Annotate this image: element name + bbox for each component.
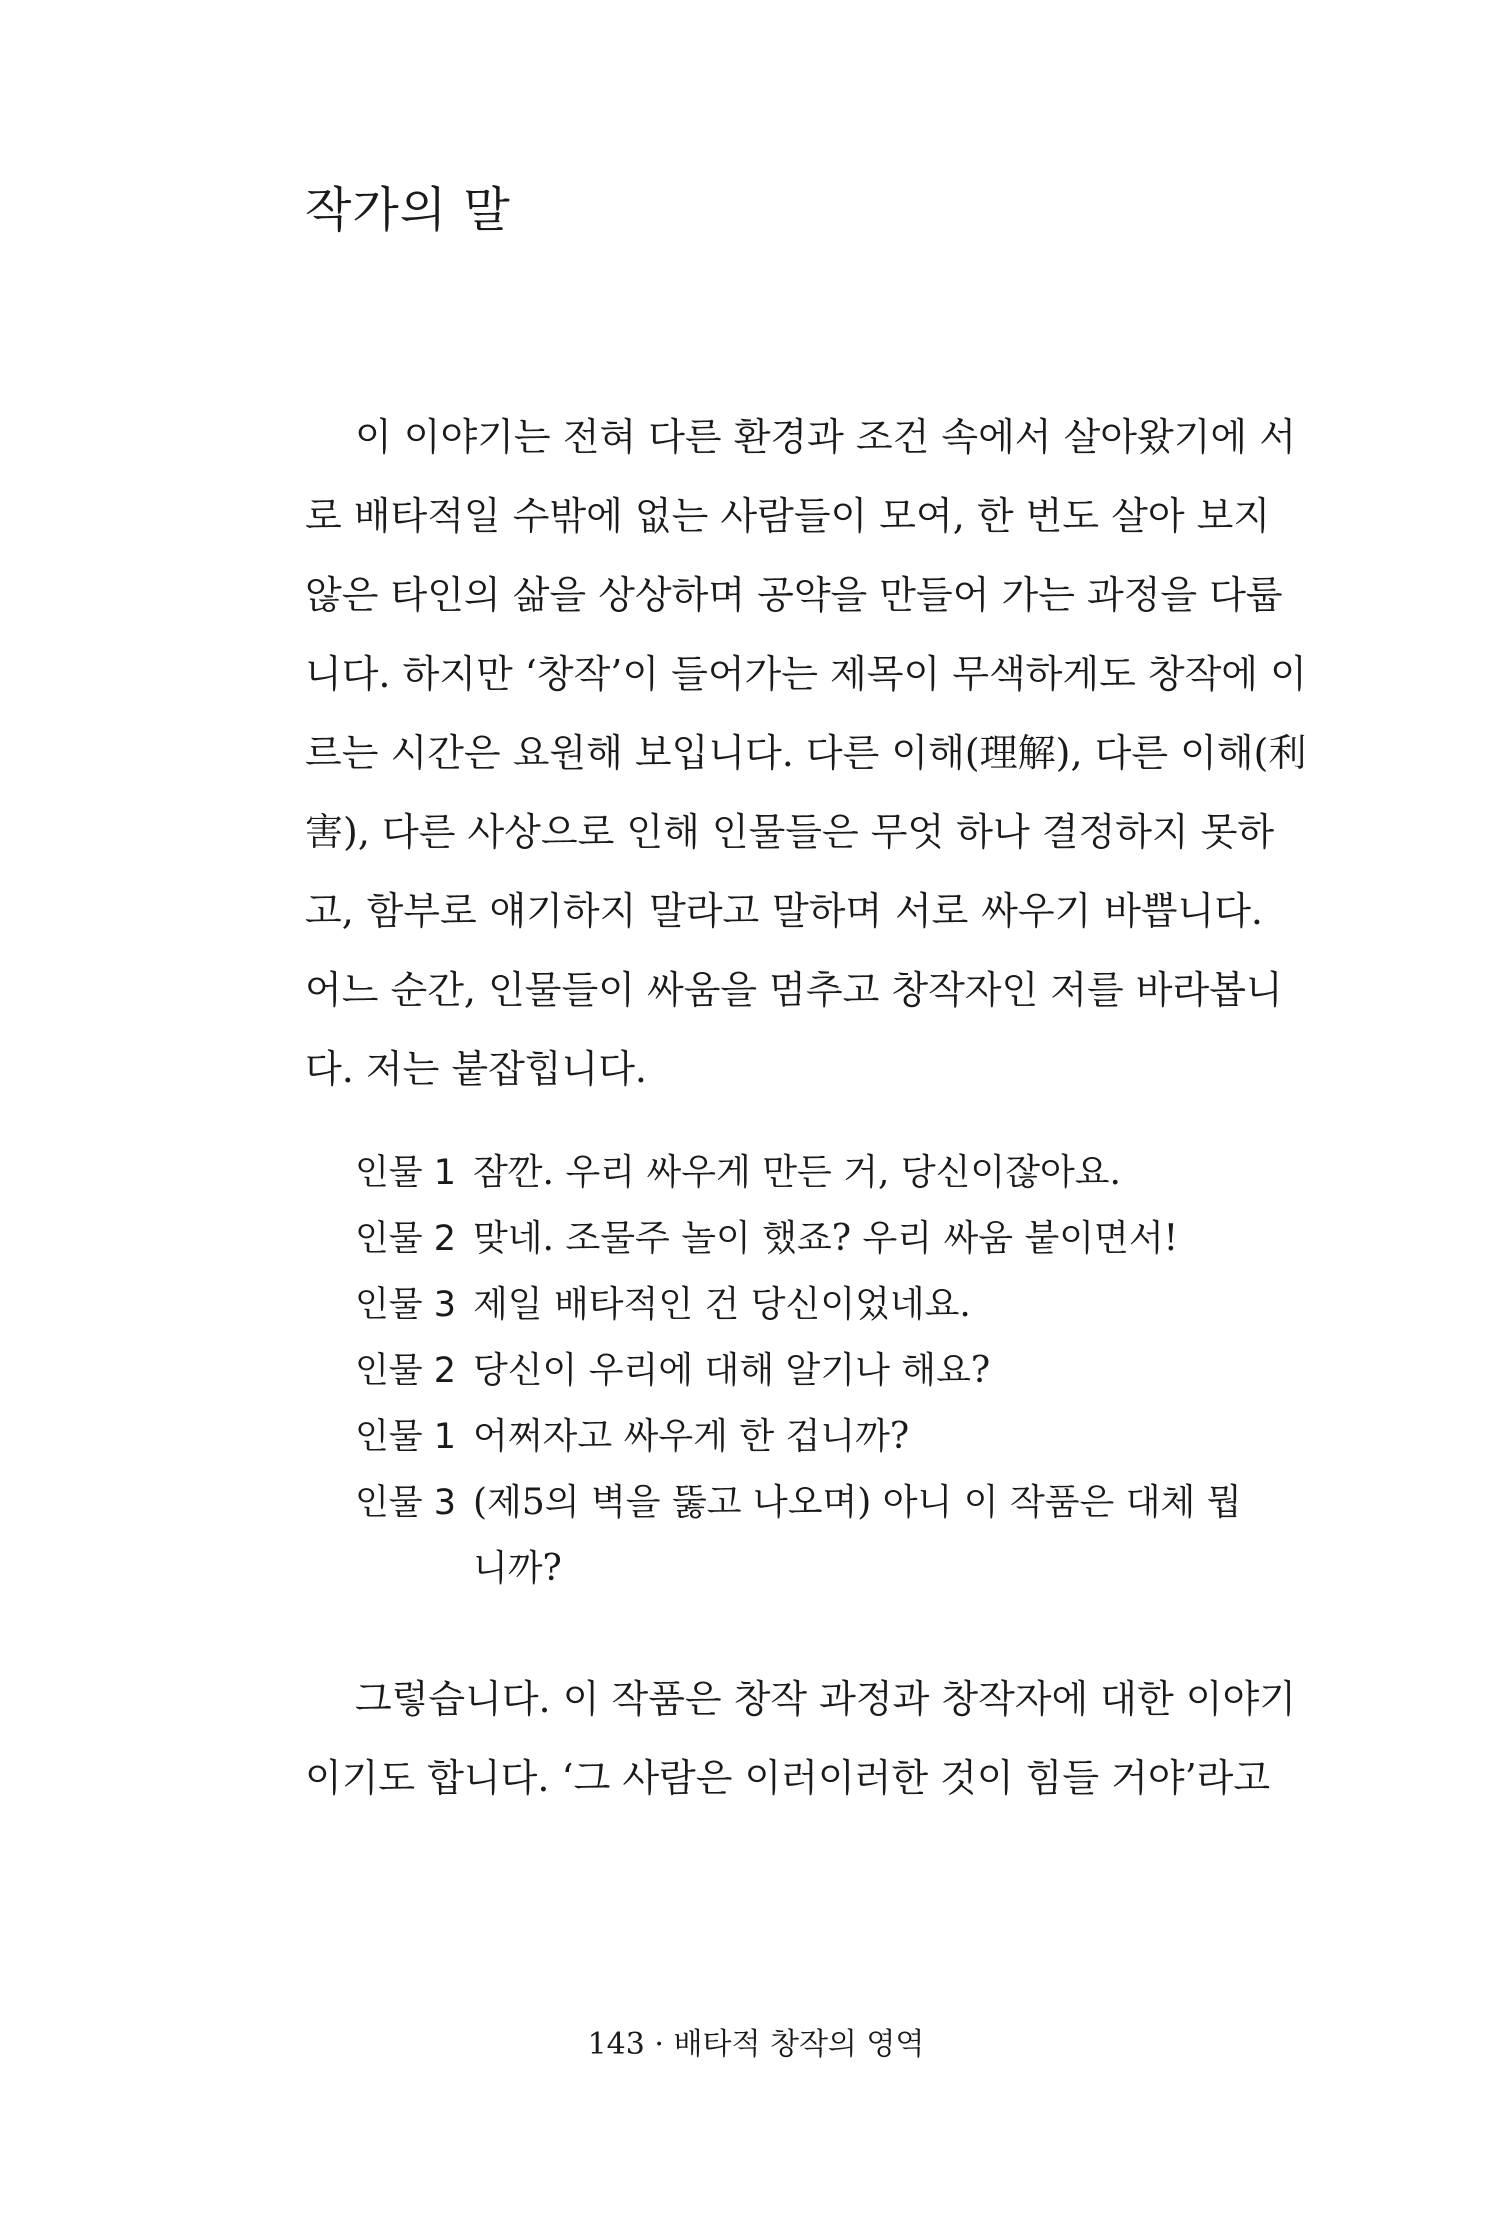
- paragraph-line: 害), 다른 사상으로 인해 인물들은 무엇 하나 결정하지 못하: [305, 810, 1275, 854]
- speech-text: [473, 1470, 1255, 1602]
- speech-text: [473, 1272, 1255, 1338]
- paragraph-line: 로 배타적일 수밖에 없는 사람들이 모여, 한 번도 살아 보지: [305, 494, 1271, 538]
- running-header-title: 배타적 창작의 영역: [673, 2027, 925, 2062]
- dialogue-row: [355, 1140, 1255, 1206]
- speaker-label: 인물 1: [355, 1153, 457, 1193]
- speech-line: 맞네. 조물주 놀이 했죠? 우리 싸움 붙이면서!: [473, 1218, 1179, 1259]
- paragraph-line: 이기도 합니다. ‘그 사람은 이러이러한 것이 힘들 거야’라고: [305, 1756, 1271, 1800]
- page-footer: [0, 2025, 1512, 2065]
- paragraph-line: 다. 저는 붙잡힙니다.: [305, 1047, 647, 1091]
- speech-text: [473, 1404, 1255, 1470]
- paragraph-line: 않은 타인의 삶을 상상하며 공약을 만들어 가는 과정을 다룹: [305, 573, 1283, 617]
- speech-line: 잠깐. 우리 싸우게 만든 거, 당신이잖아요.: [473, 1152, 1121, 1193]
- speech-line: 니까?: [473, 1548, 562, 1589]
- paragraph-line: 어느 순간, 인물들이 싸움을 멈추고 창작자인 저를 바라봅니: [305, 968, 1283, 1012]
- speech-text: [473, 1206, 1255, 1272]
- paragraph-line: 고, 함부로 얘기하지 말라고 말하며 서로 싸우기 바쁩니다.: [305, 889, 1263, 933]
- footer-separator: ·: [654, 2027, 664, 2062]
- paragraph-1: [305, 398, 1307, 1109]
- speech-line: (제5의 벽을 뚫고 나오며) 아니 이 작품은 대체 뭡: [473, 1482, 1242, 1523]
- dialogue-row: [355, 1470, 1255, 1602]
- paragraph-2: [305, 1660, 1296, 1818]
- dialogue-row: [355, 1272, 1255, 1338]
- paragraph-line: 그렇습니다. 이 작품은 창작 과정과 창작자에 대한 이야기: [355, 1677, 1296, 1721]
- speech-line: 당신이 우리에 대해 알기나 해요?: [473, 1350, 991, 1391]
- paragraph-line: 니다. 하지만 ‘창작’이 들어가는 제목이 무색하게도 창작에 이: [305, 652, 1307, 696]
- speaker-label: 인물 1: [355, 1417, 457, 1457]
- dialogue-row: [355, 1206, 1255, 1272]
- dialogue-block: [355, 1140, 1255, 1602]
- dialogue-row: [355, 1404, 1255, 1470]
- speech-line: 어쩌자고 싸우게 한 겁니까?: [473, 1416, 910, 1457]
- speech-text: [473, 1338, 1255, 1404]
- speaker-label: 인물 2: [355, 1351, 457, 1391]
- paragraph-line: 르는 시간은 요원해 보입니다. 다른 이해(理解), 다른 이해(利: [305, 731, 1307, 775]
- page-number: 143: [587, 2027, 645, 2062]
- page-title: 작가의 말: [305, 182, 511, 238]
- speaker-label: 인물 3: [355, 1285, 457, 1325]
- speech-line: 제일 배타적인 건 당신이었네요.: [473, 1284, 971, 1325]
- speaker-label: 인물 2: [355, 1219, 457, 1259]
- dialogue-row: [355, 1338, 1255, 1404]
- speaker-label: 인물 3: [355, 1483, 457, 1523]
- speech-text: [473, 1140, 1255, 1206]
- paragraph-line: 이 이야기는 전혀 다른 환경과 조건 속에서 살아왔기에 서: [355, 415, 1296, 459]
